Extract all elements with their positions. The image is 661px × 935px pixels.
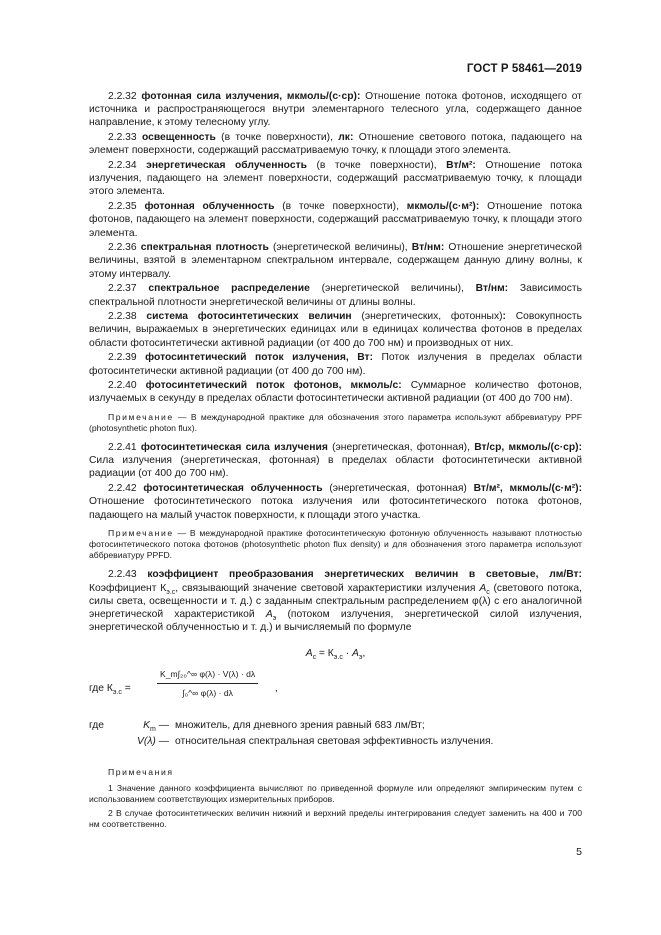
clause-number: 2.2.41 bbox=[108, 442, 137, 454]
definition-2-2-37 bbox=[89, 282, 582, 308]
definition-text: Сила излучения (энергетическая, фотонная) в пределах области фотосинтетически активной радиации (от 400 до 700 нм). bbox=[89, 455, 582, 480]
clause-number: 2.2.36 bbox=[108, 242, 137, 254]
term: фотосинтетическая облученность bbox=[143, 483, 323, 495]
clause-number: 2.2.43 bbox=[108, 569, 137, 581]
definitions-block-1 bbox=[89, 90, 582, 406]
note-item: 2 В случае фотосинтетических величин нижний и верхний пределы интегрирования следует заменить на 400 и 700 нм соответственно. bbox=[89, 808, 582, 830]
clause-number: 2.2.37 bbox=[108, 283, 137, 295]
definition-text: Отношение энергетической величины, взятой в элементарном спектральном интервале, содержащем данную длину волны, к этому интервалу. bbox=[89, 242, 582, 280]
formula-main: $A_с = К_{э.с} \cdot A_э$, bbox=[305, 648, 366, 662]
unit: Вт/нм: bbox=[411, 242, 445, 254]
note-label: Примечание bbox=[108, 527, 174, 538]
term: фотосинтетический поток излучения, Вт: bbox=[145, 352, 373, 364]
term-qualifier: (в точке поверхности), bbox=[215, 132, 339, 144]
term: коэффициент преобразования энергетических величин в световые, лм/Вт: bbox=[147, 569, 582, 581]
unit: Вт/м², мкмоль/(с·м²): bbox=[473, 483, 583, 495]
term: освещенность bbox=[141, 132, 216, 144]
notes-heading: Примечания bbox=[108, 766, 174, 777]
term-qualifier: (энергетическая, фотонная) bbox=[322, 483, 474, 495]
unit: Вт/нм: bbox=[475, 283, 509, 295]
definition-2-2-42 bbox=[89, 482, 582, 522]
definition-2-2-43: 2.2.43 коэффициент преобразования энергетических величин в световые, лм/Вт: Коэффициент $К_{э.с}$, связывающий значение световой характеристики излучения $A_с$ (светового потока, силы света, освещенности и т. д.) с заданным спектральным распределением φ(λ) с его аналогичной энергетической характеристикой $A_э$ (потоком излучения, энергетической силой излучения, энергетической облученностью и т. д.) и вычисляемый по формуле bbox=[89, 569, 582, 634]
clause-number: 2.2.35 bbox=[108, 201, 137, 213]
definition-text: Отношение потока фотонов, исходящего от источника и распространяющегося внутри элементарного телесного угла, содержащего данное направление, к этому телесному углу. bbox=[89, 91, 582, 129]
term: фотосинтетический поток фотонов, мкмоль/с: bbox=[145, 380, 402, 392]
definition-text: Совокупность величин, выражаемых в энергетических единицах или в единицах количества фотонов в пределах области фотосинтетически активной радиации (от 400 до 700 нм) и производных от них. bbox=[89, 311, 582, 349]
term-qualifier: (в точке поверхности), bbox=[306, 160, 447, 172]
definition-2-2-40 bbox=[89, 379, 582, 405]
unit: : bbox=[502, 311, 506, 323]
term-qualifier: (энергетических, фотонных) bbox=[351, 311, 503, 323]
definition-2-2-36 bbox=[89, 241, 582, 281]
term: спектральное распределение bbox=[148, 283, 310, 295]
definition-2-2-33 bbox=[89, 131, 582, 157]
document-header: ГОСТ Р 58461—2019 bbox=[466, 63, 582, 75]
unit: мкмоль/(с·м²): bbox=[406, 201, 480, 213]
definition-text: Отношение потока излучения, падающего на элемент поверхности, содержащий рассматриваемую точку, к площади этого элемента. bbox=[89, 160, 582, 198]
page-number: 5 bbox=[576, 846, 582, 858]
definition-text: Отношение потока фотонов, падающего на элемент поверхности, содержащий рассматриваемую точку, к площади этого элемента. bbox=[89, 201, 583, 239]
clause-number: 2.2.33 bbox=[108, 132, 137, 144]
symbol-definitions bbox=[89, 718, 582, 750]
clause-number: 2.2.32 bbox=[108, 91, 137, 102]
term-qualifier: (энергетической величины), bbox=[268, 242, 412, 254]
term: спектральная плотность bbox=[140, 242, 269, 254]
symbol-definition: V(λ) — относительная спектральная световая эффективность излучения. bbox=[137, 735, 494, 747]
definition-text: Отношение светового потока, падающего на элемент поверхности, содержащий рассматриваемую точку, к площади этого элемента. bbox=[89, 132, 582, 157]
fraction bbox=[157, 668, 258, 700]
symbol-definition: где $K_m$ — множитель, для дневного зрения равный 683 лм/Вт; bbox=[89, 719, 425, 733]
formula-coefficient: где $К_{э.с}$ = $\frac{\text{K\_m∫₂₀\textasciicircum{}∞ φ(λ) · V(λ) · dλ}}{\text{∫₀\textasciicircum{}∞ φ(λ) · dλ}}$ , bbox=[89, 668, 582, 708]
definition-text: Поток излучения в пределах области фотосинтетически активной радиации (от 400 до 700 нм). bbox=[89, 352, 582, 377]
fraction-numerator: K_m∫₂₀^∞ φ(λ) · V(λ) · dλ bbox=[157, 668, 258, 684]
definition-2-2-35 bbox=[89, 200, 582, 240]
definition-2-2-32 bbox=[89, 90, 582, 130]
definition-2-2-34 bbox=[89, 159, 582, 199]
definition-2-2-41 bbox=[89, 441, 582, 481]
clause-number: 2.2.34 bbox=[108, 160, 137, 172]
term: фотосинтетическая сила излучения bbox=[140, 442, 328, 454]
page-content bbox=[89, 90, 582, 834]
term: фотонная облученность bbox=[144, 201, 275, 213]
unit: Вт/м²: bbox=[446, 160, 476, 172]
term-qualifier: (в точке поверхности), bbox=[274, 201, 407, 213]
definition-2-2-39 bbox=[89, 351, 582, 377]
where-label: где $К_{э.с}$ = bbox=[89, 682, 131, 696]
term: система фотосинтетических величин bbox=[146, 311, 352, 323]
note-ppf bbox=[89, 412, 582, 434]
unit: лк: bbox=[338, 132, 354, 144]
note-label: Примечание bbox=[108, 411, 174, 422]
term: энергетическая облученность bbox=[146, 160, 307, 172]
note-text: — В международной практике для обозначения этого параметра используют аббревиатуру PPF (photosynthetic photon flux). bbox=[89, 411, 582, 433]
note-ppfd bbox=[89, 528, 582, 562]
term-qualifier: (энергетическая, фотонная), bbox=[327, 442, 475, 454]
definitions-block-2 bbox=[89, 441, 582, 522]
clause-number: 2.2.40 bbox=[108, 380, 137, 392]
note-text: — В международной практике фотосинтетическую фотонную облученность называют плотностью фотосинтетического потока фотонов (photosynthetic photon flux density) и для обозначения этого параметра используют аббревиатуру PPFD. bbox=[89, 527, 582, 561]
clause-number: 2.2.39 bbox=[108, 352, 137, 364]
clause-number: 2.2.42 bbox=[108, 483, 137, 495]
definition-text: Зависимость спектральной плотности энергетической величины от длины волны. bbox=[89, 283, 582, 308]
term: фотонная сила излучения, мкмоль/(с·ср): bbox=[141, 91, 361, 102]
note-item: 1 Значение данного коэффициента вычисляют по приведенной формуле или определяют эмпирическим путем с использованием соответствующих измерительных приборов. bbox=[89, 782, 582, 805]
definition-2-2-38 bbox=[89, 310, 582, 350]
clause-number: 2.2.38 bbox=[108, 311, 137, 323]
unit: Вт/ср, мкмоль/(с·ср): bbox=[474, 442, 583, 454]
definition-text: Отношение фотосинтетического потока излучения или фотосинтетического потока фотонов, падающего на малый участок поверхности, к площади этого участка. bbox=[89, 496, 582, 521]
term-qualifier: (энергетической величины), bbox=[309, 283, 476, 295]
fraction-denominator: ∫₀^∞ φ(λ) · dλ bbox=[182, 687, 233, 698]
definition-text: Суммарное количество фотонов, излучаемых в секунду в пределах области фотосинтетически активной радиации (от 400 до 700 нм). bbox=[89, 380, 582, 405]
